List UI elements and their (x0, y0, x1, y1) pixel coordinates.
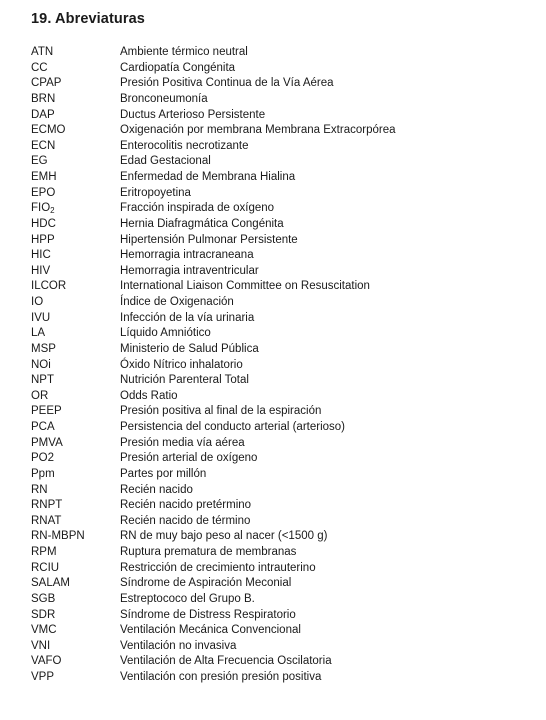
abbreviation-term: ILCOR (31, 280, 67, 293)
abbreviation-term: RN (31, 483, 48, 496)
abbreviation-row (31, 436, 531, 452)
abbreviation-meaning: Partes por millón (120, 467, 207, 480)
abbreviation-row (31, 639, 531, 655)
abbreviation-term: VPP (31, 671, 55, 683)
abbreviation-term: ATN (31, 46, 54, 58)
abbreviation-meaning: International Liaison Committee on Resuscitation (120, 280, 370, 293)
abbreviation-row (31, 608, 531, 624)
abbreviation-term: NPT (31, 374, 54, 387)
abbreviation-row (31, 201, 531, 217)
abbreviation-row (31, 529, 531, 545)
abbreviation-meaning: Ventilación de Alta Frecuencia Oscilatoria (120, 655, 332, 668)
abbreviation-term: NOi (31, 358, 51, 371)
abbreviation-meaning: Recién nacido pretérmino (120, 499, 252, 512)
abbreviation-term: MSP (31, 342, 56, 355)
abbreviation-meaning: Enterocolitis necrotizante (120, 139, 249, 152)
abbreviation-row (31, 45, 531, 61)
abbreviation-row (31, 76, 531, 92)
abbreviation-row (31, 592, 531, 608)
abbreviation-term: ECMO (31, 124, 66, 137)
abbreviation-row (31, 311, 531, 327)
abbreviation-term: ECN (31, 139, 56, 152)
abbreviation-meaning: Presión positiva al final de la espiración (120, 405, 322, 418)
abbreviation-row (31, 561, 531, 577)
abbreviation-meaning: Hipertensión Pulmonar Persistente (120, 233, 298, 246)
abbreviation-meaning: Estreptococo del Grupo B. (120, 592, 255, 605)
abbreviation-term: VAFO (31, 655, 62, 668)
abbreviation-term: PEEP (31, 405, 62, 418)
abbreviation-row (31, 92, 531, 108)
abbreviation-term: EG (31, 155, 48, 168)
abbreviation-meaning: Odds Ratio (120, 389, 178, 402)
abbreviation-row (31, 217, 531, 233)
abbreviation-row (31, 670, 531, 686)
abbreviation-row (31, 233, 531, 249)
abbreviation-row (31, 467, 531, 483)
abbreviation-term: RNPT (31, 499, 63, 512)
abbreviation-row (31, 61, 531, 77)
abbreviation-meaning: Eritropoyetina (120, 186, 191, 199)
abbreviation-meaning: Recién nacido (120, 483, 193, 496)
abbreviation-row (31, 389, 531, 405)
abbreviation-meaning: Presión arterial de oxígeno (120, 452, 258, 465)
abbreviation-meaning: Ventilación con presión presión positiva (120, 671, 322, 683)
abbreviation-row (31, 623, 531, 639)
abbreviation-meaning: Hemorragia intracraneana (120, 249, 254, 262)
abbreviation-meaning: Óxido Nítrico inhalatorio (120, 358, 243, 371)
abbreviation-row (31, 248, 531, 264)
abbreviation-term: VMC (31, 624, 57, 637)
abbreviation-row (31, 451, 531, 467)
abbreviation-term: HDC (31, 217, 56, 230)
abbreviation-row (31, 654, 531, 670)
abbreviation-term: PO2 (31, 452, 55, 465)
abbreviation-term: Ppm (31, 467, 55, 480)
abbreviation-row (31, 342, 531, 358)
abbreviation-row (31, 514, 531, 530)
abbreviation-meaning: Nutrición Parenteral Total (120, 374, 249, 387)
abbreviation-term: RCIU (31, 561, 60, 574)
abbreviation-term: DAP (31, 108, 55, 121)
abbreviation-row (31, 154, 531, 170)
abbreviation-row (31, 358, 531, 374)
abbreviation-term: RPM (31, 546, 57, 558)
abbreviation-row (31, 170, 531, 186)
abbreviation-row (31, 373, 531, 389)
abbreviation-meaning: Ductus Arterioso Persistente (120, 108, 266, 121)
abbreviation-meaning: Restricción de crecimiento intrauterino (120, 561, 316, 574)
abbreviation-term: LA (31, 327, 46, 340)
abbreviation-row (31, 186, 531, 202)
abbreviation-meaning: Persistencia del conducto arterial (arterioso) (120, 421, 345, 433)
abbreviation-row (31, 404, 531, 420)
abbreviation-term: HIC (31, 249, 51, 262)
abbreviation-term: SALAM (31, 577, 70, 590)
abbreviation-term: BRN (31, 92, 56, 105)
abbreviation-row (31, 498, 531, 514)
abbreviation-meaning: Infección de la vía urinaria (120, 311, 255, 324)
abbreviation-meaning: Presión media vía aérea (120, 436, 245, 449)
abbreviation-meaning: Hemorragia intraventricular (120, 264, 259, 277)
abbreviation-row (31, 483, 531, 499)
abbreviation-term-text: FIO (31, 202, 51, 215)
abbreviation-term: CC (31, 61, 48, 74)
abbreviation-meaning: Índice de Oxigenación (120, 296, 234, 308)
abbreviation-meaning: Ventilación no invasiva (120, 639, 237, 652)
abbreviation-term: EMH (31, 171, 57, 183)
abbreviation-term: HPP (31, 233, 55, 246)
abbreviation-row (31, 279, 531, 295)
abbreviation-term: EPO (31, 186, 56, 199)
abbreviation-term: PCA (31, 421, 55, 433)
abbreviation-row (31, 420, 531, 436)
abbreviation-meaning: Síndrome de Aspiración Meconial (120, 577, 292, 590)
abbreviation-row (31, 108, 531, 124)
abbreviation-term: OR (31, 389, 49, 402)
abbreviation-meaning: Presión Positiva Continua de la Vía Aérea (120, 77, 334, 90)
abbreviation-meaning: Ventilación Mecánica Convencional (120, 624, 301, 637)
abbreviation-meaning: Cardiopatía Congénita (120, 61, 236, 74)
abbreviation-term: PMVA (31, 436, 63, 449)
abbreviation-row (31, 139, 531, 155)
abbreviation-row (31, 264, 531, 280)
abbreviation-meaning: Edad Gestacional (120, 155, 211, 168)
abbreviation-meaning: Ambiente térmico neutral (120, 46, 248, 58)
abbreviation-meaning: Síndrome de Distress Respiratorio (120, 608, 296, 621)
abbreviation-term: IO (31, 296, 44, 308)
abbreviation-row (31, 295, 531, 311)
abbreviation-meaning: Recién nacido de término (120, 514, 251, 527)
abbreviation-row (31, 545, 531, 561)
abbreviation-term: SDR (31, 608, 56, 621)
abbreviation-meaning: Oxigenación por membrana Membrana Extracorpórea (120, 124, 396, 137)
abbreviation-term-subscript: 2 (50, 206, 55, 216)
abbreviation-meaning: Fracción inspirada de oxígeno (120, 202, 275, 215)
abbreviation-term: RNAT (31, 514, 62, 527)
abbreviation-term (31, 201, 55, 217)
abbreviation-term: VNI (31, 639, 51, 652)
abbreviation-meaning: Enfermedad de Membrana Hialina (120, 171, 296, 183)
abbreviation-term: IVU (31, 311, 51, 324)
abbreviation-term: CPAP (31, 77, 62, 90)
abbreviation-meaning: Bronconeumonía (120, 92, 208, 105)
abbreviation-row (31, 576, 531, 592)
abbreviation-meaning: Ministerio de Salud Pública (120, 342, 259, 355)
abbreviation-meaning: RN de muy bajo peso al nacer (<1500 g) (120, 530, 328, 543)
section-heading: 19. Abreviaturas (31, 11, 145, 27)
abbreviation-meaning: Hernia Diafragmática Congénita (120, 217, 284, 230)
abbreviation-meaning: Líquido Amniótico (120, 327, 211, 340)
abbreviation-row (31, 123, 531, 139)
abbreviation-row (31, 326, 531, 342)
abbreviation-list (31, 45, 531, 686)
abbreviation-term: HIV (31, 264, 51, 277)
abbreviation-meaning: Ruptura prematura de membranas (120, 546, 297, 558)
abbreviation-term: RN-MBPN (31, 530, 85, 543)
abbreviation-term: SGB (31, 592, 56, 605)
